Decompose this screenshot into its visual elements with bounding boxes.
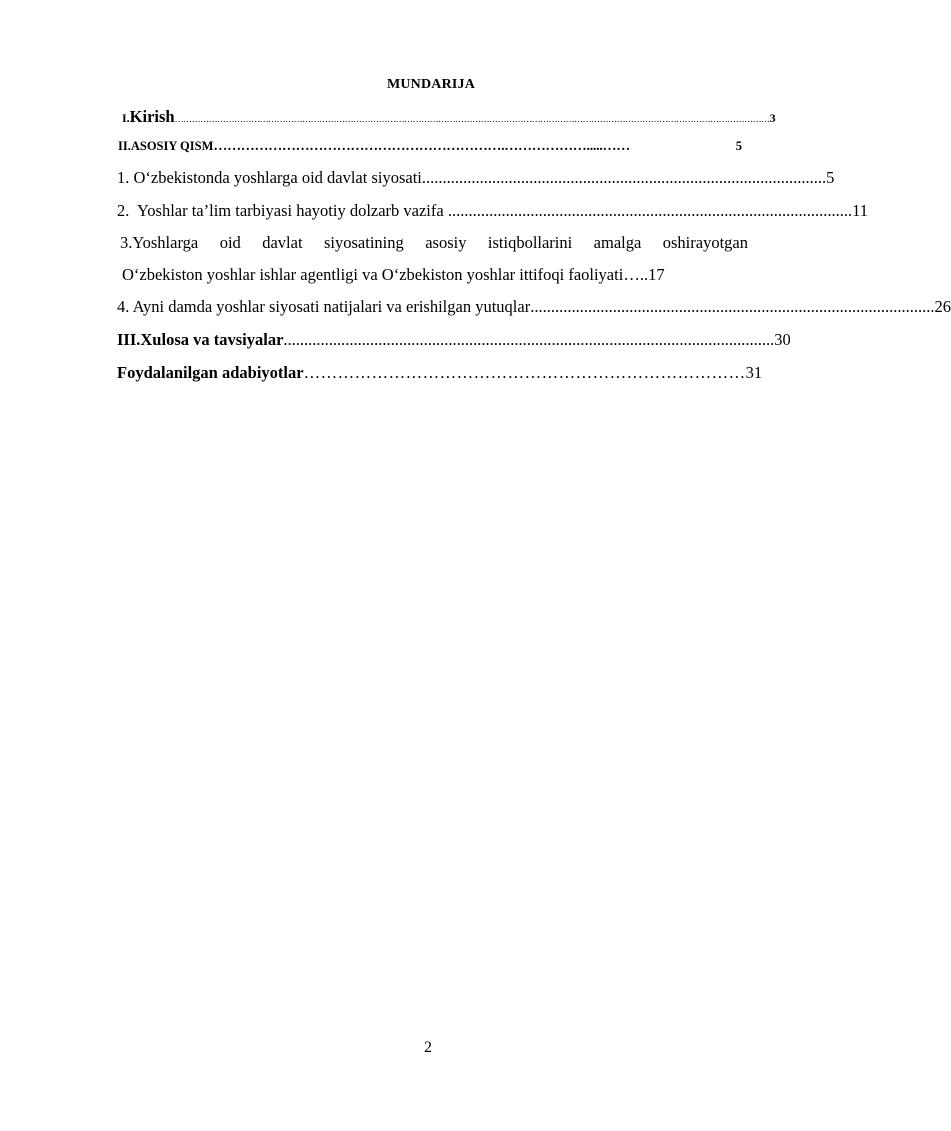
toc-entry-1 bbox=[117, 168, 835, 188]
toc-entry-dots: .................................................................................................. bbox=[447, 201, 853, 220]
toc-entry-dots: ………………………………………………………………………………………………………………………………………………………………………………………… bbox=[174, 114, 770, 124]
toc-entry-dots: …………………………………………………………………… bbox=[303, 363, 746, 382]
toc-entry-adabiyotlar bbox=[117, 363, 763, 383]
toc-entry-label: Foydalanilgan adabiyotlar bbox=[117, 363, 304, 382]
toc-entry-page: 11 bbox=[852, 201, 868, 220]
toc-entry-label: 1. O‘zbekistonda yoshlarga oid davlat siyosati bbox=[117, 168, 422, 187]
toc-entry-dots: ....................................................................................................................... bbox=[283, 330, 775, 349]
toc-entry-label: 2. Yoshlar ta’lim tarbiyasi hayotiy dolzarb vazifa bbox=[117, 201, 448, 220]
toc-entry-page: 26 bbox=[934, 297, 951, 316]
toc-entry-page: 3 bbox=[769, 111, 776, 125]
toc-entry-3-line2 bbox=[122, 265, 746, 285]
toc-entry-3-line1: 3.Yoshlarga oid davlat siyosatining asosiy istiqbollarini amalga oshirayotgan bbox=[120, 233, 748, 252]
toc-entry-label: 4. Ayni damda yoshlar siyosati natijalari va erishilgan yutuqlar bbox=[117, 297, 531, 316]
toc-entry-asosiy-qism bbox=[118, 139, 742, 155]
toc-entry-dots: ….. bbox=[623, 265, 649, 284]
toc-entry-dots: .................................................................................................. bbox=[421, 168, 827, 187]
page-number: 2 bbox=[424, 1039, 432, 1056]
toc-entry-page: 5 bbox=[826, 168, 835, 187]
toc-entry-label: II.ASOSIY QISM bbox=[118, 139, 214, 153]
toc-entry-label: Kirish bbox=[129, 107, 175, 126]
toc-entry-2 bbox=[117, 201, 868, 221]
toc-entry-xulosa bbox=[117, 330, 791, 350]
toc-entry-dots: ……………………………………………………….……………….....…… bbox=[213, 139, 630, 154]
toc-entry-label: .Xulosa va tavsiyalar bbox=[136, 330, 284, 349]
toc-entry-prefix: I. bbox=[122, 111, 130, 125]
toc-entry-page: 30 bbox=[774, 330, 791, 349]
toc-entry-prefix: III bbox=[117, 330, 137, 349]
toc-entry-label: O‘zbekiston yoshlar ishlar agentligi va O‘zbekiston yoshlar ittifoqi faoliyati bbox=[122, 265, 624, 284]
toc-entry-page: 17 bbox=[648, 265, 665, 284]
toc-entry-kirish bbox=[122, 107, 776, 127]
toc-entry-dots: .................................................................................................. bbox=[530, 297, 935, 316]
toc-entry-4 bbox=[117, 297, 951, 317]
toc-entry-page: 5 bbox=[735, 139, 742, 153]
toc-title: MUNDARIJA bbox=[386, 77, 476, 92]
toc-entry-page: 31 bbox=[745, 363, 763, 382]
